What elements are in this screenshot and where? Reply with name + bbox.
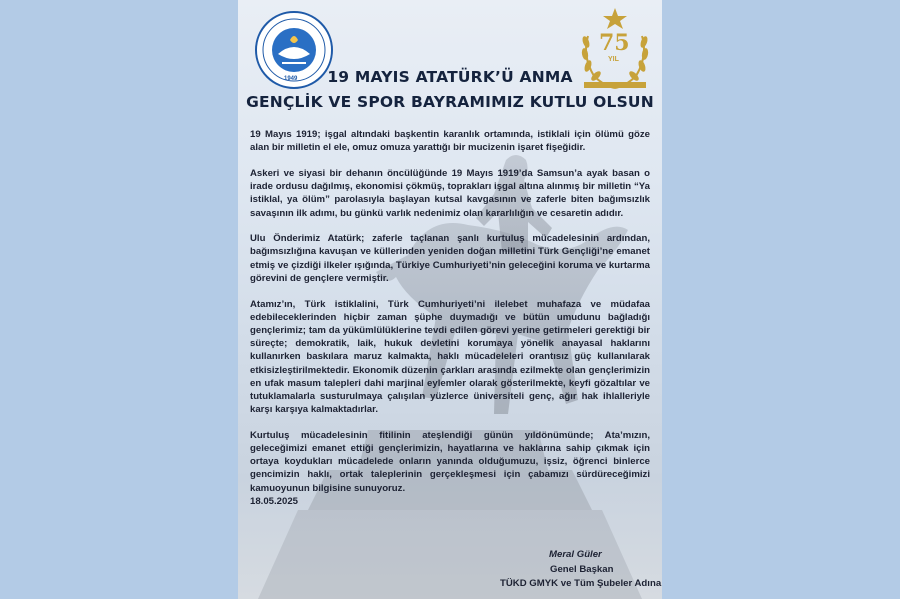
statement-body (250, 128, 650, 509)
logo-right-sub: YIL (608, 56, 619, 63)
statement-date: 18.05.2025 (250, 496, 299, 508)
logo-left-year: 1949 (284, 76, 298, 82)
paragraph-3: Ulu Önderimiz Atatürk; zaferle taçlanan şanlı kurtuluş mücadelesinin ardından, bağımsızlığına kavuşan ve küllerinden yeniden doğan milletini Türk Gençliği’ne emanet etmiş ve çizdiği ilkeler ışığında, Türkiye Cumhuriyeti’nin geleceğini koruma ve kurtarma görevini de gençlere vermiştir. (250, 233, 650, 284)
logo-right-number: 75 (599, 30, 630, 56)
paragraph-1: 19 Mayıs 1919; işgal altındaki başkentin karanlık ortamında, istiklali için ölümü göze alan bir milletin el ele, omuz omuza yarattığı bir mucizenin işaret fişeğidir. (250, 129, 650, 154)
paragraph-5: Kurtuluş mücadelesinin fitilinin ateşlendiği günün yıldönümünde; Ata’mızın, geleceğimizi emanet ettiği gençlerimizin, hayatlarına ve haklarına sahip çıkmak için ortaya koydukları mücadelede onların yanında olduğumuzu, işsiz, öğrenci binlerce gencimizin haklı, ortak taleplerinin gerçekleşmesi için çabamızı sürdüreceğimizi kamuoyunun bilgisine sunuyoruz. (250, 429, 650, 494)
title-line-1: 19 MAYIS ATATÜRK’Ü ANMA (327, 68, 573, 86)
page-title (238, 66, 662, 113)
signer-name: Meral Güler (549, 549, 602, 560)
poster (238, 0, 662, 599)
paragraph-2: Askeri ve siyasi bir dehanın öncülüğünde 19 Mayıs 1919’da Samsun’a ayak basan o irade ordusu dağılmış, ekonomisi çökmüş, toprakları işgal altına alınmış bir milletin “Ya istiklal, ya ölüm” parolasıyla başlayan kutsal kavgasının ve zaferle biten bağımsızlık savaşının ilk adımı, bu günkü varlık nedenimiz olan kararlılığın ve cesaretin adıdır. (250, 167, 650, 219)
paragraph-4: Atamız’ın, Türk istiklalini, Türk Cumhuriyeti’ni ilelebet muhafaza ve müdafaa edebileceklerinden hiçbir zaman şüphe duymadığı ve bütün umudunu bağladığı gençlerimiz; tam da yükümlülüklerine tevdi edilen görevi yerine getirmeleri gerektiği bir süreçte; demokratik, laik, hukuk devletini korumaya yönelik anayasal haklarını kullanırken baskılara maruz kalmakta, haklı mücadeleleri orantısız güç kullanılarak etkisizleştirilmektedir. Ekonomik düzenin çarkları arasında ezilmekte olan gençlerimizin en ufak masum talepleri dahi marjinal eylemler olarak gösterilmekte, keyfi gözaltılar ve tutuklamalarla susturulmaya çalışılan yüzlerce üniversiteli genç, ağır hak ihlalleriyle karşı karşıya kalmaktadırlar. (250, 298, 650, 416)
signature-block (500, 548, 662, 592)
signer-org: TÜKD GMYK ve Tüm Şubeler Adına (500, 578, 662, 589)
title-line-2: GENÇLİK VE SPOR BAYRAMIMIZ KUTLU OLSUN (246, 93, 654, 111)
signer-role: Genel Başkan (550, 563, 614, 575)
